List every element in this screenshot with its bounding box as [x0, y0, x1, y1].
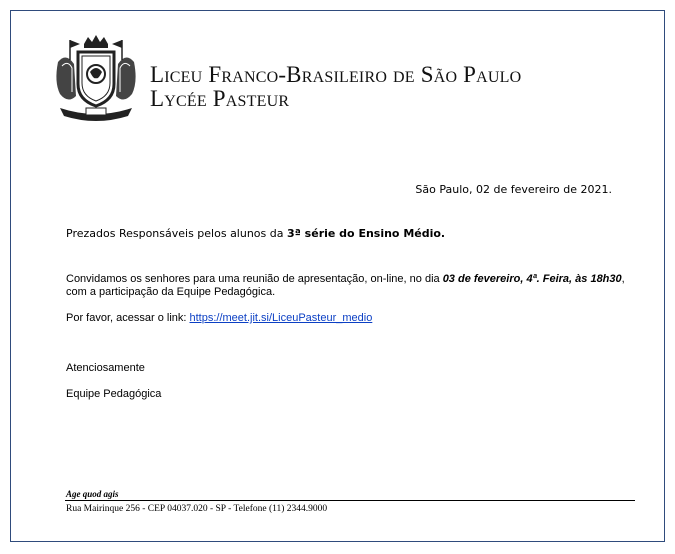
invitation-suffix: , com a participação da Equipe Pedagógica.	[66, 273, 625, 298]
school-address: Rua Mairinque 256 - CEP 04037.020 - SP - Telefone (11) 2344.9000	[66, 504, 328, 514]
footer-divider	[65, 500, 635, 501]
greeting-text: Prezados Responsáveis pelos alunos da	[66, 227, 287, 240]
school-crest-icon	[48, 34, 144, 122]
letter-date: São Paulo, 02 de fevereiro de 2021.	[415, 183, 612, 196]
letter-greeting	[66, 227, 445, 240]
link-intro: Por favor, acessar o link:	[66, 312, 190, 324]
closing: Atenciosamente	[66, 362, 145, 374]
signature: Equipe Pedagógica	[66, 388, 162, 400]
meeting-datetime: 03 de fevereiro, 4ª. Feira, às 18h30	[442, 273, 622, 285]
letter-frame	[10, 10, 665, 542]
meeting-link[interactable]: https://meet.jit.si/LiceuPasteur_medio	[189, 312, 373, 324]
invitation-paragraph	[66, 273, 641, 299]
school-motto: Age quod agis	[66, 489, 119, 499]
link-paragraph	[66, 312, 641, 325]
school-name: Liceu Franco-Brasileiro de São Paulo	[150, 62, 522, 87]
invitation-text: Convidamos os senhores para uma reunião de apresentação, on-line, no dia	[66, 273, 443, 285]
school-subtitle: Lycée Pasteur	[150, 86, 290, 111]
greeting-grade: 3ª série do Ensino Médio.	[287, 227, 446, 240]
